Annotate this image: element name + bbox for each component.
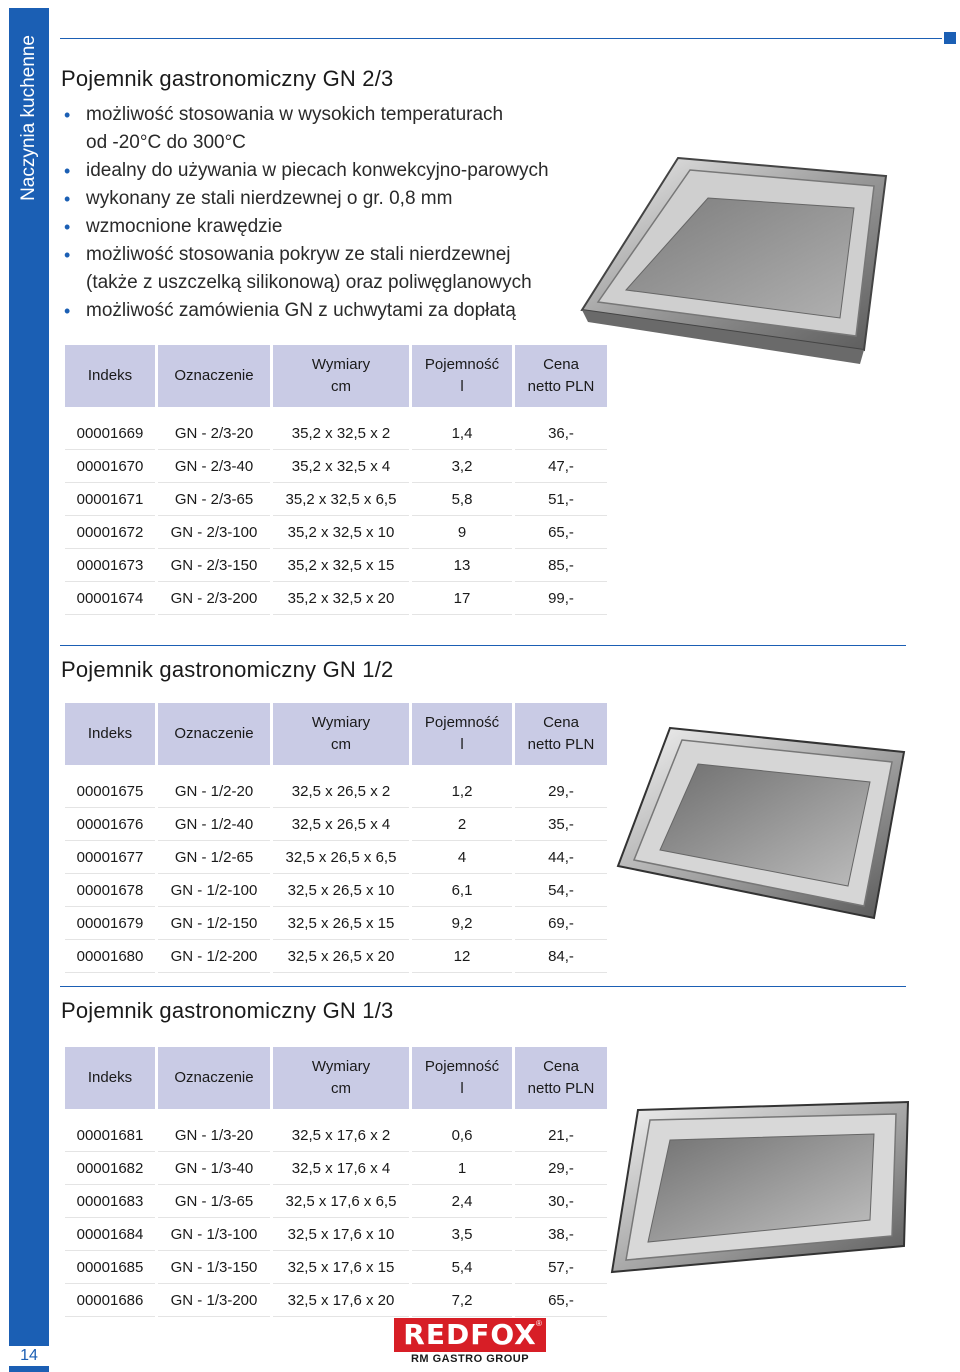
cell-indeks: 00001682: [65, 1152, 155, 1185]
feature-item-cont: (także z uszczelką silikonową) oraz poliwęglanowych: [86, 272, 532, 293]
price-table-gn23: [62, 345, 610, 615]
cell-cena: 44,-: [515, 841, 607, 874]
cell-indeks: 00001683: [65, 1185, 155, 1218]
table-header-row: [65, 1047, 607, 1119]
bullet-icon: •: [64, 161, 71, 181]
cell-pojemnosc: 12: [412, 940, 512, 973]
feature-item: • idealny do używania w piecach konwekcyjno-parowych: [64, 157, 549, 185]
cell-cena: 29,-: [515, 1152, 607, 1185]
section-title-gn23: Pojemnik gastronomiczny GN 2/3: [61, 66, 394, 91]
cell-cena: 35,-: [515, 808, 607, 841]
cell-pojemnosc: 3,2: [412, 450, 512, 483]
cell-wymiary: 32,5 x 26,5 x 20: [273, 940, 409, 973]
cell-cena: 85,-: [515, 549, 607, 582]
table-row: [65, 516, 607, 549]
cell-cena: 84,-: [515, 940, 607, 973]
cell-indeks: 00001670: [65, 450, 155, 483]
col-cena: Cena netto PLN: [515, 345, 607, 417]
cell-cena: 65,-: [515, 516, 607, 549]
cell-indeks: 00001675: [65, 775, 155, 808]
cell-oznaczenie: GN - 1/3-200: [158, 1284, 270, 1317]
section-title-gn12: Pojemnik gastronomiczny GN 1/2: [61, 657, 394, 682]
cell-pojemnosc: 13: [412, 549, 512, 582]
cell-indeks: 00001671: [65, 483, 155, 516]
cell-cena: 69,-: [515, 907, 607, 940]
top-rule: [60, 38, 942, 39]
table-row: [65, 549, 607, 582]
col-pojemnosc: Pojemność l: [412, 345, 512, 417]
gn-1-3-pan-image: [608, 1096, 918, 1292]
cell-cena: 54,-: [515, 874, 607, 907]
cell-cena: 29,-: [515, 775, 607, 808]
cell-pojemnosc: 0,6: [412, 1119, 512, 1152]
table-row: [65, 417, 607, 450]
cell-pojemnosc: 7,2: [412, 1284, 512, 1317]
redfox-logo: [394, 1318, 546, 1368]
gn-2-3-pan-image: [568, 150, 924, 374]
cell-wymiary: 35,2 x 32,5 x 4: [273, 450, 409, 483]
col-oznaczenie: Oznaczenie: [158, 703, 270, 775]
feature-item: • możliwość stosowania w wysokich temperaturach: [64, 101, 549, 129]
bullet-icon: •: [64, 245, 71, 265]
table-header-row: [65, 345, 607, 417]
cell-cena: 38,-: [515, 1218, 607, 1251]
col-indeks: Indeks: [65, 703, 155, 775]
price-table-gn13: [62, 1047, 610, 1317]
cell-pojemnosc: 1,2: [412, 775, 512, 808]
cell-indeks: 00001669: [65, 417, 155, 450]
category-label: Naczynia kuchenne: [18, 35, 40, 201]
cell-indeks: 00001679: [65, 907, 155, 940]
cell-oznaczenie: GN - 1/2-20: [158, 775, 270, 808]
feature-list: [64, 101, 549, 325]
cell-cena: 57,-: [515, 1251, 607, 1284]
cell-oznaczenie: GN - 2/3-65: [158, 483, 270, 516]
col-wymiary: Wymiary cm: [273, 345, 409, 417]
cell-wymiary: 32,5 x 17,6 x 2: [273, 1119, 409, 1152]
cell-cena: 51,-: [515, 483, 607, 516]
cell-wymiary: 32,5 x 17,6 x 4: [273, 1152, 409, 1185]
table-row: [65, 874, 607, 907]
cell-cena: 36,-: [515, 417, 607, 450]
cell-indeks: 00001677: [65, 841, 155, 874]
cell-cena: 30,-: [515, 1185, 607, 1218]
cell-pojemnosc: 1: [412, 1152, 512, 1185]
cell-cena: 99,-: [515, 582, 607, 615]
cell-pojemnosc: 2: [412, 808, 512, 841]
cell-wymiary: 35,2 x 32,5 x 20: [273, 582, 409, 615]
cell-wymiary: 32,5 x 26,5 x 4: [273, 808, 409, 841]
cell-indeks: 00001686: [65, 1284, 155, 1317]
table-row: [65, 1251, 607, 1284]
cell-pojemnosc: 2,4: [412, 1185, 512, 1218]
cell-cena: 21,-: [515, 1119, 607, 1152]
cell-wymiary: 35,2 x 32,5 x 2: [273, 417, 409, 450]
feature-item: • możliwość stosowania pokryw ze stali nierdzewnej: [64, 241, 549, 269]
page-number: 14: [9, 1346, 49, 1366]
cell-indeks: 00001674: [65, 582, 155, 615]
cell-wymiary: 32,5 x 26,5 x 10: [273, 874, 409, 907]
cell-wymiary: 35,2 x 32,5 x 15: [273, 549, 409, 582]
feature-item: • wykonany ze stali nierdzewnej o gr. 0,8 mm: [64, 185, 549, 213]
table-row: [65, 1152, 607, 1185]
table-row: [65, 940, 607, 973]
cell-oznaczenie: GN - 1/2-200: [158, 940, 270, 973]
table-row: [65, 1218, 607, 1251]
cell-wymiary: 32,5 x 26,5 x 6,5: [273, 841, 409, 874]
col-pojemnosc: Pojemność l: [412, 1047, 512, 1119]
top-square-marker: [944, 32, 956, 44]
cell-indeks: 00001678: [65, 874, 155, 907]
col-indeks: Indeks: [65, 345, 155, 417]
section-rule: [60, 645, 906, 646]
cell-indeks: 00001673: [65, 549, 155, 582]
bullet-icon: •: [64, 105, 71, 125]
cell-pojemnosc: 17: [412, 582, 512, 615]
cell-wymiary: 32,5 x 17,6 x 20: [273, 1284, 409, 1317]
cell-pojemnosc: 4: [412, 841, 512, 874]
table-row: [65, 907, 607, 940]
table-row: [65, 808, 607, 841]
feature-item: • wzmocnione krawędzie: [64, 213, 549, 241]
cell-cena: 47,-: [515, 450, 607, 483]
cell-indeks: 00001681: [65, 1119, 155, 1152]
cell-oznaczenie: GN - 1/2-65: [158, 841, 270, 874]
cell-oznaczenie: GN - 1/3-100: [158, 1218, 270, 1251]
cell-oznaczenie: GN - 1/3-65: [158, 1185, 270, 1218]
cell-oznaczenie: GN - 1/2-150: [158, 907, 270, 940]
col-oznaczenie: Oznaczenie: [158, 345, 270, 417]
cell-pojemnosc: 5,4: [412, 1251, 512, 1284]
table-row: [65, 841, 607, 874]
cell-oznaczenie: GN - 1/2-100: [158, 874, 270, 907]
cell-wymiary: 32,5 x 26,5 x 15: [273, 907, 409, 940]
registered-mark: ®: [536, 1319, 542, 1328]
bullet-icon: •: [64, 301, 71, 321]
cell-pojemnosc: 5,8: [412, 483, 512, 516]
section-title-gn13: Pojemnik gastronomiczny GN 1/3: [61, 998, 394, 1023]
cell-wymiary: 32,5 x 26,5 x 2: [273, 775, 409, 808]
cell-oznaczenie: GN - 2/3-100: [158, 516, 270, 549]
cell-pojemnosc: 9: [412, 516, 512, 549]
cell-oznaczenie: GN - 1/3-40: [158, 1152, 270, 1185]
table-row: [65, 775, 607, 808]
cell-pojemnosc: 3,5: [412, 1218, 512, 1251]
cell-oznaczenie: GN - 2/3-40: [158, 450, 270, 483]
cell-indeks: 00001684: [65, 1218, 155, 1251]
logo-tagline: RM GASTRO GROUP: [410, 1353, 530, 1365]
feature-item-cont: od -20°C do 300°C: [86, 132, 246, 153]
table-row: [65, 1185, 607, 1218]
table-row: [65, 450, 607, 483]
cell-pojemnosc: 6,1: [412, 874, 512, 907]
cell-indeks: 00001680: [65, 940, 155, 973]
bullet-icon: •: [64, 189, 71, 209]
cell-wymiary: 32,5 x 17,6 x 6,5: [273, 1185, 409, 1218]
cell-wymiary: 35,2 x 32,5 x 6,5: [273, 483, 409, 516]
col-wymiary: Wymiary cm: [273, 1047, 409, 1119]
cell-oznaczenie: GN - 1/2-40: [158, 808, 270, 841]
col-pojemnosc: Pojemność l: [412, 703, 512, 775]
feature-item: • możliwość zamówienia GN z uchwytami za dopłatą: [64, 297, 549, 325]
table-row: [65, 483, 607, 516]
gn-1-2-pan-image: [612, 722, 912, 928]
col-cena: Cena netto PLN: [515, 703, 607, 775]
cell-oznaczenie: GN - 2/3-20: [158, 417, 270, 450]
section-rule: [60, 986, 906, 987]
cell-pojemnosc: 9,2: [412, 907, 512, 940]
bullet-icon: •: [64, 217, 71, 237]
cell-oznaczenie: GN - 2/3-150: [158, 549, 270, 582]
cell-wymiary: 32,5 x 17,6 x 15: [273, 1251, 409, 1284]
cell-wymiary: 35,2 x 32,5 x 10: [273, 516, 409, 549]
cell-cena: 65,-: [515, 1284, 607, 1317]
logo-wordmark: REDFOX: [403, 1318, 537, 1351]
col-cena: Cena netto PLN: [515, 1047, 607, 1119]
price-table-gn12: [62, 703, 610, 973]
table-row: [65, 1119, 607, 1152]
col-wymiary: Wymiary cm: [273, 703, 409, 775]
cell-pojemnosc: 1,4: [412, 417, 512, 450]
cell-indeks: 00001685: [65, 1251, 155, 1284]
cell-indeks: 00001676: [65, 808, 155, 841]
col-indeks: Indeks: [65, 1047, 155, 1119]
cell-wymiary: 32,5 x 17,6 x 10: [273, 1218, 409, 1251]
cell-oznaczenie: GN - 2/3-200: [158, 582, 270, 615]
table-row: [65, 582, 607, 615]
table-header-row: [65, 703, 607, 775]
cell-oznaczenie: GN - 1/3-150: [158, 1251, 270, 1284]
col-oznaczenie: Oznaczenie: [158, 1047, 270, 1119]
table-row: [65, 1284, 607, 1317]
cell-oznaczenie: GN - 1/3-20: [158, 1119, 270, 1152]
cell-indeks: 00001672: [65, 516, 155, 549]
